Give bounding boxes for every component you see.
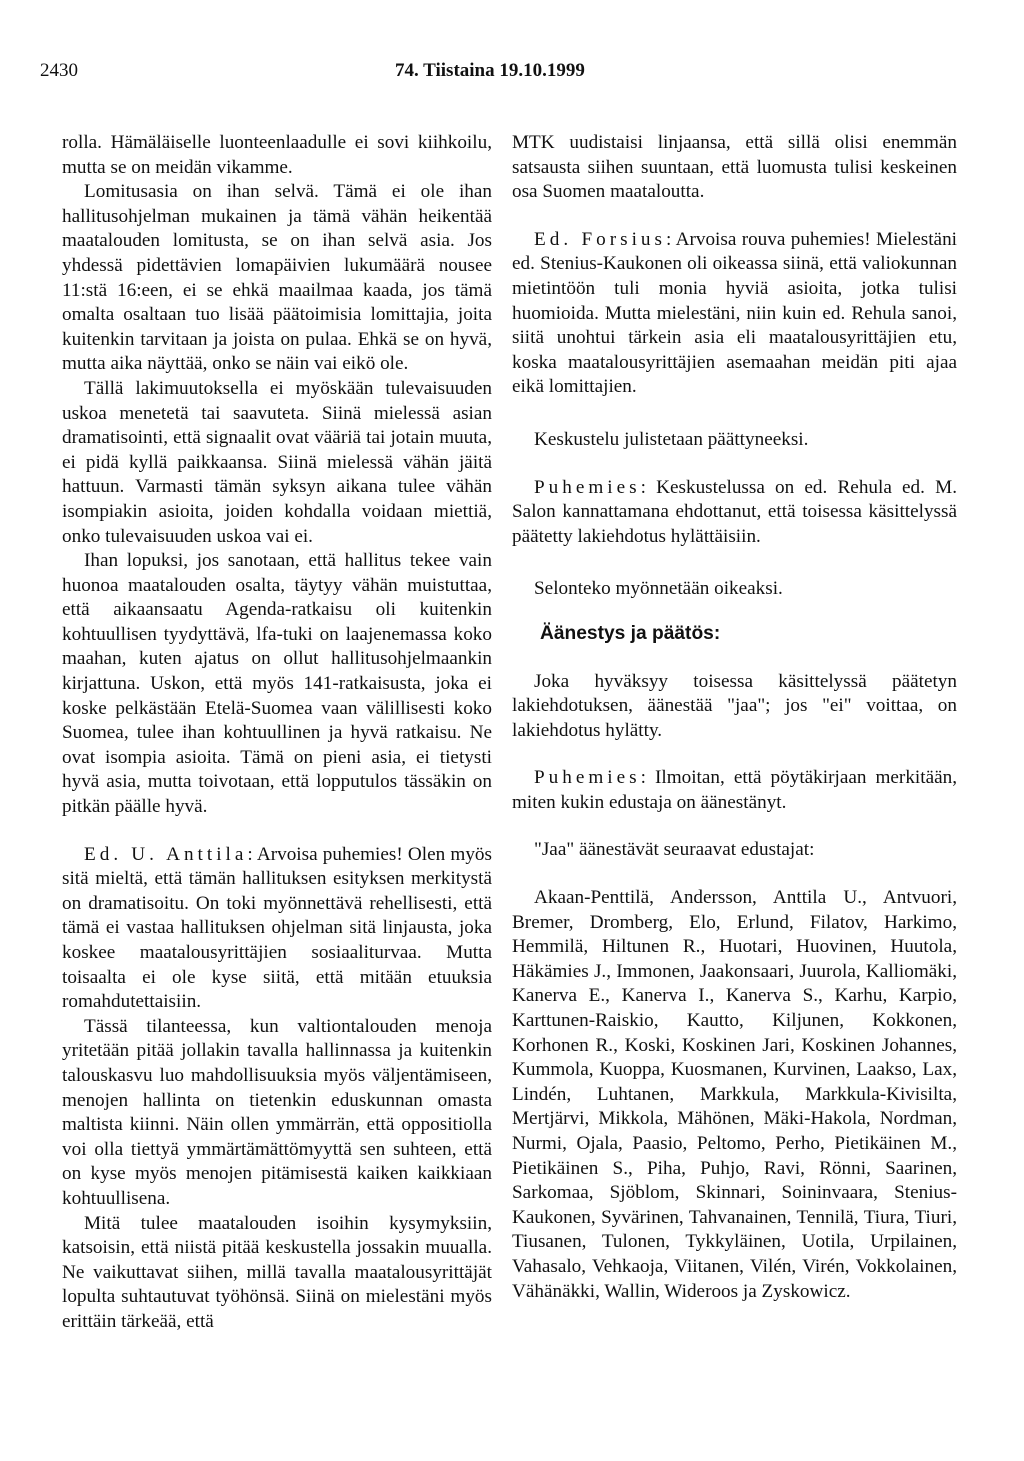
speaker-name: Puhemies [534, 767, 641, 789]
paragraph: MTK uudistaisi linjaansa, että sillä olisi enemmän satsausta siihen suuntaan, että luomusta tulisi keskeinen osa Suomen maataloutta. [512, 132, 957, 203]
member-list: Akaan-Penttilä, Andersson, Anttila U., Antvuori, Bremer, Dromberg, Elo, Erlund, Filatov, Harkimo, Hemmilä, Hiltunen R., Huotari, Huovinen, Huutola, Häkämies J., Immonen, Jaakonsaari, Juurola, Kalliomäki, Kanerva E., Kanerva I., Kanerva S., Karhu, Karpio, Karttunen-Raiskio, Kautto, Kiljunen, Kokkonen, Korhonen R., Koski, Koskinen Jari, Koskinen Johannes, Kummola, Kuoppa, Kuosmanen, Kurvinen, Laakso, Lax, Lindén, Luhtanen, Markkula, Markkula-Kivisilta, Mertjärvi, Mikkola, Mähönen, Mäki-Hakola, Nordman, Nurmi, Ojala, Paasio, Peltomo, Perho, Pietikäinen M., Pietikäinen S., Piha, Puhjo, Ravi, Rönni, Saarinen, Sarkomaa, Sjöblom, Skinnari, Soininvaara, Stenius-Kaukonen, Syvärinen, Tahvanainen, Tennilä, Tiura, Tiuri, Tiusanen, Tulonen, Tykkyläinen, Uotila, Urpilainen, Vahasalo, Vehkaoja, Viitanen, Vilén, Virén, Vokkolainen, Vähänäkki, Wallin, Wideroos ja Zyskowicz. [512, 887, 957, 1302]
left-column [62, 131, 492, 1335]
section-heading: Äänestys ja päätös: [540, 622, 721, 644]
page-number: 2430 [40, 60, 78, 81]
paragraph: Tällä lakimuutoksella ei myöskään tulevaisuuden uskoa menetetä tai saavuteta. Siinä mielessä asian dramatisointi, että signaalit ovat vääriä tai jotain muuta, ei pidä kyllä paikkaansa. Siinä mielessä vähän jäitä hattuun. Varmasti tämän syksyn aikana tulee vähän isompiakin asioita, joiden kohdalla voidaan miettiä, onko tulevaisuuden uskoa vai ei. [62, 377, 492, 547]
sitting-title: 74. Tiistaina 19.10.1999 [395, 60, 585, 81]
paragraph: rolla. Hämäläiselle luonteenlaadulle ei sovi kiihkoilu, mutta se on meidän vikamme. [62, 132, 492, 178]
speech-text: : Arvoisa puhemies! Olen myös sitä mieltä, että tämän hallituksen esityksen merkitystä on dramatisoitu. On toki myönnettävä rehellisesti, että tämä ei vastaa hallituksen ohjelman sitä linjausta, joka koskee maatalousyrittäjien sosiaaliturvaa. Mutta toisaalta ei ole kyse siitä, että mitään etuuksia romahdutettaisiin. [62, 843, 492, 1013]
right-column [512, 131, 957, 1304]
speaker-name: Puhemies [534, 476, 641, 498]
statement: Selonteko myönnetään oikeaksi. [534, 578, 783, 600]
paragraph: Tässä tilanteessa, kun valtiontalouden menoja yritetään pitää jollakin tavalla hallinnassa ja kuitenkin talouskasvu luo mahdollisuuksia myös väljentämiseen, menojen hallinta on tietenkin eduskunnan omasta maltista kiinni. Näin ollen ymmärrän, että oppositiolla voi olla tiettyä ymmärtämättömyyttä sen suhteen, että on kyse myös menojen pitämisestä kaiken kaikkiaan kohtuullisena. [62, 1015, 492, 1209]
speech-paragraph [512, 766, 957, 815]
closing-statement: Keskustelu julistetaan päättyneeksi. [534, 428, 809, 450]
page-header [40, 60, 990, 90]
speaker-name: Ed. Forsius [534, 228, 666, 250]
paragraph: Ihan lopuksi, jos sanotaan, että hallitus tekee vain huonoa maatalouden osalta, täytyy vähän muistuttaa, että aikaansaatu Agenda-ratkaisu oli kuitenkin kohtuullisen tyydyttävä, lfa-tuki on laajenemassa koko maahan, kuten ajatus on ollut hallitusohjelmaankin kirjattuna. Uskon, että myös 141-ratkaisusta, joka ei koske pelkästään Etelä-Suomea vaan välillisesti koko Suomea, tulee ihan kohtuullinen ja hyvä ratkaisu. Ne ovat isompia asioita. Tämä on pieni asia, ei tietysti hyvä asia, mutta toivotaan, että lopputulos tässäkin on pitkän päälle hyvä. [62, 550, 492, 818]
speech-paragraph [512, 476, 957, 550]
speech-paragraph [512, 228, 957, 400]
speech-text: : Keskustelussa on ed. Rehula ed. M. Salon kannattamana ehdottanut, että toisessa käsittelyssä päätetty lakiehdotus hylättäisiin. [512, 476, 957, 547]
speaker-name: Ed. U. Anttila [84, 843, 248, 865]
speech-text: : Arvoisa rouva puhemies! Mielestäni ed. Stenius-Kaukonen oli oikeassa siinä, että valiokunnan mietintöön tuli monia hyviä asioita, jotka tulisi huomioida. Mutta mielestäni, niin kuin ed. Rehula sanoi, siitä unohtui tärkein asia eli maatalousyrittäjien etu, koska maatalousyrittäjien asemaahan meidän piti ajaa eikä lomittajien. [512, 228, 957, 398]
paragraph: Mitä tulee maatalouden isoihin kysymyksiin, katsoisin, että niistä pitää keskustella jossakin muualla. Ne vaikuttavat siihen, millä tavalla maatalousyrittäjät lopulta suhtautuvat työhönsä. Siinä on mielestäni myös erittäin tärkeää, että [62, 1212, 492, 1332]
speech-text: : Ilmoitan, että pöytäkirjaan merkitään, miten kukin edustaja on äänestänyt. [512, 767, 957, 813]
speech-paragraph [62, 843, 492, 1015]
vote-intro: "Jaa" äänestävät seuraavat edustajat: [534, 839, 815, 861]
paragraph: Lomitusasia on ihan selvä. Tämä ei ole ihan hallitusohjelman mukainen ja tämä vähän heikentää maatalouden lomitusta, se on ihan selvä asia. Jos yhdessä pidettävien lomapäivien lukumäärä nousee 11:stä 16:een, ei se ehkä maailmaa kaada, jos tämä omalta osaltaan tuo lisää päätoimisia lomittajia, joita kuitenkin tarvitaan ja joista on pulaa. Ehkä se on hyvä, mutta aika näyttää, onko se näin vai eikö ole. [62, 181, 492, 375]
paragraph: Joka hyväksyy toisessa käsittelyssä päätetyn lakiehdotuksen, äänestää "jaa"; jos "ei" voittaa, on lakiehdotus hylätty. [512, 670, 957, 741]
